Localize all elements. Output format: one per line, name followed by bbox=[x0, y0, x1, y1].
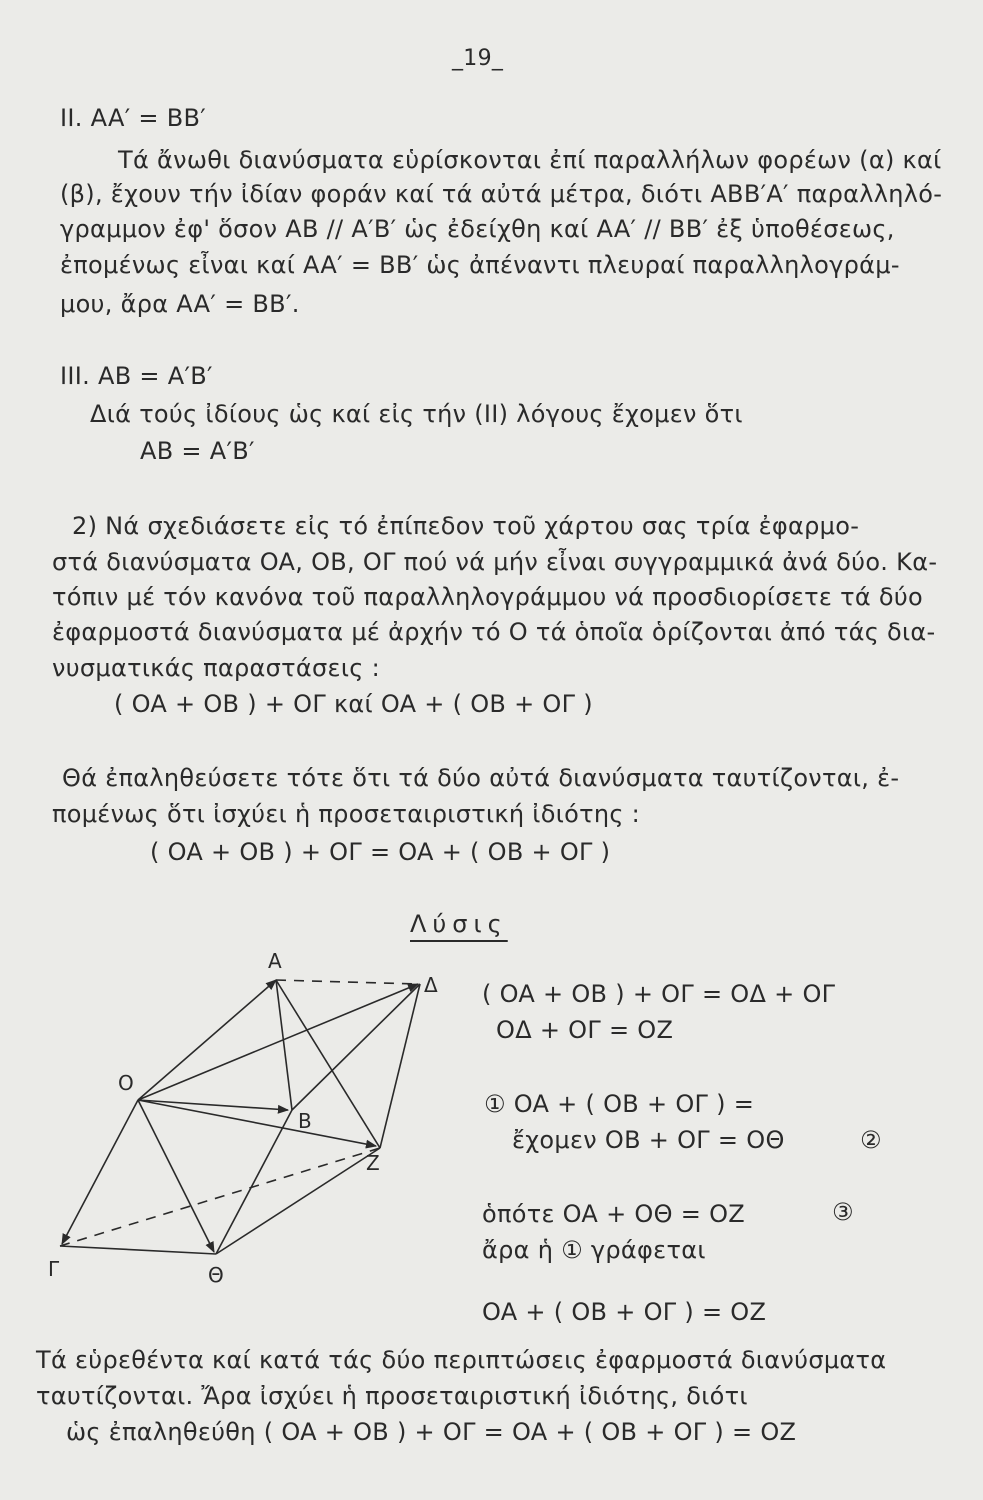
vector-oz bbox=[138, 1100, 376, 1146]
edge-gamma-theta bbox=[60, 1246, 216, 1254]
solution-title: Λύσις bbox=[410, 910, 508, 938]
solution-step-4: ἔχομεν OB + OΓ = OΘ bbox=[512, 1126, 785, 1154]
conclusion-line-2: ταυτίζονται. Ἄρα ἰσχύει ἡ προσεταιριστική ἰδιότης, διότι bbox=[36, 1382, 748, 1410]
section2-line-1: Τά ἄνωθι διανύσματα εὑρίσκονται ἐπί παραλλήλων φορέων (α) καί bbox=[118, 146, 942, 174]
label-a: A bbox=[268, 949, 282, 973]
vector-ogamma bbox=[62, 1100, 138, 1244]
exercise-line-3: τόπιν μέ τόν κανόνα τοῦ παραλληλογράμμου νά προσδιορίσετε τά δύο bbox=[52, 583, 924, 611]
page-number: _19_ bbox=[452, 46, 504, 71]
edge-theta-z bbox=[216, 1148, 380, 1254]
solution-step-3: ① OA + ( OB + OΓ ) = bbox=[484, 1090, 755, 1118]
exercise-line-4: ἐφαρμοστά διανύσματα μέ ἀρχήν τό O τά ὁποῖα ὁρίζονται ἀπό τάς δια- bbox=[52, 618, 936, 646]
section3-line-2: AB = A′B′ bbox=[140, 437, 255, 465]
exercise-line-5: νυσματικάς παραστάσεις : bbox=[52, 654, 380, 682]
solution-step-5: ὁπότε OA + OΘ = OZ bbox=[482, 1200, 746, 1228]
section3-heading: ΙΙΙ. AB = A′B′ bbox=[60, 362, 213, 390]
solution-step-6: ἄρα ἡ ① γράφεται bbox=[482, 1236, 706, 1264]
vector-parallelogram-figure bbox=[40, 940, 460, 1290]
edge-b-theta bbox=[216, 1110, 292, 1254]
label-b: B bbox=[298, 1109, 312, 1133]
exercise-associative-equation: ( OA + OB ) + OΓ = OA + ( OB + OΓ ) bbox=[150, 838, 611, 866]
exercise-expression: ( OA + OB ) + OΓ καί OA + ( OB + OΓ ) bbox=[114, 690, 593, 718]
label-delta: Δ bbox=[424, 973, 438, 997]
section2-heading: ΙΙ. AA′ = BB′ bbox=[60, 104, 207, 132]
solution-mark-2: ② bbox=[860, 1126, 882, 1154]
vector-oa bbox=[138, 980, 276, 1100]
solution-step-7: OA + ( OB + OΓ ) = OZ bbox=[482, 1298, 767, 1326]
exercise-line-2: στά διανύσματα OA, OB, OΓ πού νά μήν εἶναι συγγραμμικά ἀνά δύο. Κα- bbox=[52, 548, 938, 576]
section2-line-4: ἐπομένως εἶναι καί AA′ = BB′ ὡς ἀπέναντι πλευραί παραλληλογράμ- bbox=[60, 251, 900, 279]
solution-step-1: ( OA + OB ) + OΓ = OΔ + OΓ bbox=[482, 980, 836, 1008]
label-z: Z bbox=[366, 1151, 380, 1175]
edge-a-z bbox=[276, 980, 380, 1148]
section2-line-2: (β), ἔχουν τήν ἰδίαν φοράν καί τά αὐτά μέτρα, διότι ABB′A′ παραλληλό- bbox=[60, 180, 943, 208]
label-gamma: Γ bbox=[48, 1257, 60, 1281]
section3-line-1: Διά τούς ἰδίους ὡς καί εἰς τήν (ΙΙ) λόγους ἔχομεν ὅτι bbox=[90, 400, 743, 428]
section2-line-3: γραμμον ἐφ' ὅσον AB // A′B′ ὡς ἐδείχθη καί AA′ // BB′ ἐξ ὑποθέσεως, bbox=[60, 215, 895, 243]
label-theta: Θ bbox=[208, 1263, 224, 1287]
label-o: O bbox=[118, 1071, 134, 1095]
exercise-line-1: 2) Νά σχεδιάσετε εἰς τό ἐπίπεδον τοῦ χάρτου σας τρία ἐφαρμο- bbox=[72, 512, 860, 540]
solution-mark-3: ③ bbox=[832, 1198, 854, 1226]
exercise-line-8: πομένως ὅτι ἰσχύει ἡ προσεταιριστική ἰδιότης : bbox=[52, 800, 641, 828]
solution-step-2: OΔ + OΓ = OZ bbox=[496, 1016, 674, 1044]
edge-delta-b bbox=[292, 984, 420, 1110]
conclusion-line-3: ὡς ἐπαληθεύθη ( OA + OB ) + OΓ = OA + ( OB + OΓ ) = OZ bbox=[66, 1418, 797, 1446]
dashed-a-delta bbox=[276, 980, 418, 984]
conclusion-line-1: Τά εὑρεθέντα καί κατά τάς δύο περιπτώσεις ἐφαρμοστά διανύσματα bbox=[36, 1346, 887, 1374]
exercise-line-7: Θά ἐπαληθεύσετε τότε ὅτι τά δύο αὐτά διανύσματα ταυτίζονται, ἐ- bbox=[62, 764, 900, 792]
edge-delta-z bbox=[380, 984, 420, 1148]
section2-line-5: μου, ἄρα AA′ = BB′. bbox=[60, 290, 300, 318]
vector-otheta bbox=[138, 1100, 214, 1252]
edge-a-b bbox=[276, 980, 292, 1110]
dashed-gamma-z bbox=[60, 1148, 380, 1246]
